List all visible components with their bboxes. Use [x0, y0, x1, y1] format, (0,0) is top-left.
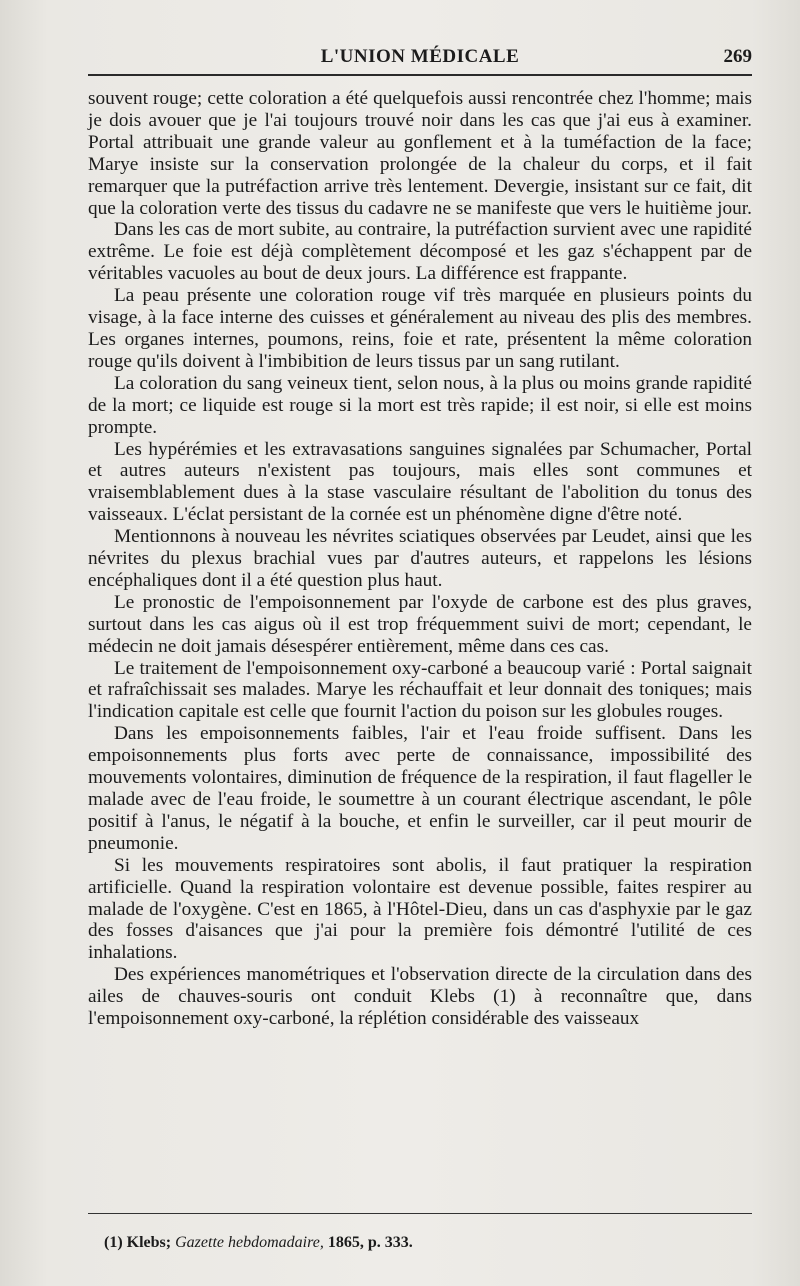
page-header — [88, 42, 752, 72]
footnote-journal: Gazette hebdomadaire, — [175, 1234, 324, 1251]
paragraph: souvent rouge; cette coloration a été quelquefois aussi rencontrée chez l'homme; mais je dois avouer que je l'ai toujours trouvé noir dans les cas que j'ai eus à examiner. Portal attribuait une grande valeur au gonflement et à la tuméfaction de la face; Marye insiste sur la conservation prolongée de la chaleur du corps, et il fait remarquer que la putréfaction arrive très lentement. Devergie, insistant sur ce fait, dit que la coloration verte des tissus du cadavre ne se manifeste que vers le huitième jour. — [88, 88, 752, 219]
paragraph: Dans les empoisonnements faibles, l'air et l'eau froide suffisent. Dans les empoisonnements plus forts avec perte de connaissance, impossibilité des mouvements volontaires, diminution de fréquence de la respiration, il faut flageller le malade avec de l'eau froide, le soumettre à un courant électrique ascendant, le pôle positif à l'anus, le négatif à la bouche, et enfin le surveiller, car il peut mourir de pneumonie. — [88, 723, 752, 854]
paragraph: Des expériences manométriques et l'observation directe de la circulation dans des ailes de chauves-souris ont conduit Klebs (1) à reconnaître que, dans l'empoisonnement oxy-carboné, la réplétion considérable des vaisseaux — [88, 964, 752, 1030]
paragraph: Le pronostic de l'empoisonnement par l'oxyde de carbone est des plus graves, surtout dans les cas aigus où il est trop fréquemment suivi de mort; cependant, le médecin ne doit jamais désespérer entièrement, même dans ces cas. — [88, 591, 752, 657]
footnote-marker: (1) — [104, 1234, 123, 1251]
page-number: 269 — [723, 46, 752, 67]
paragraph: Le traitement de l'empoisonnement oxy-carboné a beaucoup varié : Portal saignait et rafraîchissait ses malades. Marye les réchauffait et leur donnait des toniques; mais l'indication capitale est celle que fournit l'action du poison sur les globules rouges. — [88, 657, 752, 723]
paragraph: Dans les cas de mort subite, au contraire, la putréfaction survient avec une rapidité extrême. Le foie est déjà complètement décomposé et les gaz s'échappent par de véritables vacuoles au bout de deux jours. La différence est frappante. — [88, 219, 752, 285]
header-rule — [88, 74, 752, 76]
footnote-author: Klebs — [126, 1234, 166, 1251]
footnote — [104, 1234, 413, 1252]
footnote-rule — [88, 1213, 752, 1214]
paragraph: La coloration du sang veineux tient, selon nous, à la plus ou moins grande rapidité de la mort; ce liquide est rouge si la mort est très rapide; il est noir, si elle est moins prompte. — [88, 372, 752, 438]
body-text — [88, 88, 752, 1030]
running-title: L'UNION MÉDICALE — [320, 46, 520, 67]
paragraph: Si les mouvements respiratoires sont abolis, il faut pratiquer la respiration artificielle. Quand la respiration volontaire est devenue possible, faites respirer au malade de l'oxygène. C'est en 1865, à l'Hôtel-Dieu, dans un cas d'asphyxie par le gaz des fosses d'aisances que j'ai pour la première fois démontré l'utilité de ces inhalations. — [88, 854, 752, 964]
paragraph: Mentionnons à nouveau les névrites sciatiques observées par Leudet, ainsi que les névrites du plexus brachial vues par d'autres auteurs, et rappelons les lésions encéphaliques dont il a été question plus haut. — [88, 526, 752, 591]
paragraph: La peau présente une coloration rouge vif très marquée en plusieurs points du visage, à la face interne des cuisses et généralement au niveau des plis des membres. Les organes internes, poumons, reins, foie et rate, présentent la même coloration rouge qu'ils doivent à l'imbibition de leurs tissus par un sang rutilant. — [88, 285, 752, 372]
footnote-reference: 1865, p. 333. — [327, 1234, 413, 1251]
footnote-separator: ; — [165, 1234, 172, 1251]
paragraph: Les hypérémies et les extravasations sanguines signalées par Schumacher, Portal et autres auteurs n'existent pas toujours, mais elles sont communes et vraisemblablement dues à la stase vasculaire résultant de l'abolition du tonus des vaisseaux. L'éclat persistant de la cornée est un phénomène digne d'être noté. — [88, 438, 752, 526]
